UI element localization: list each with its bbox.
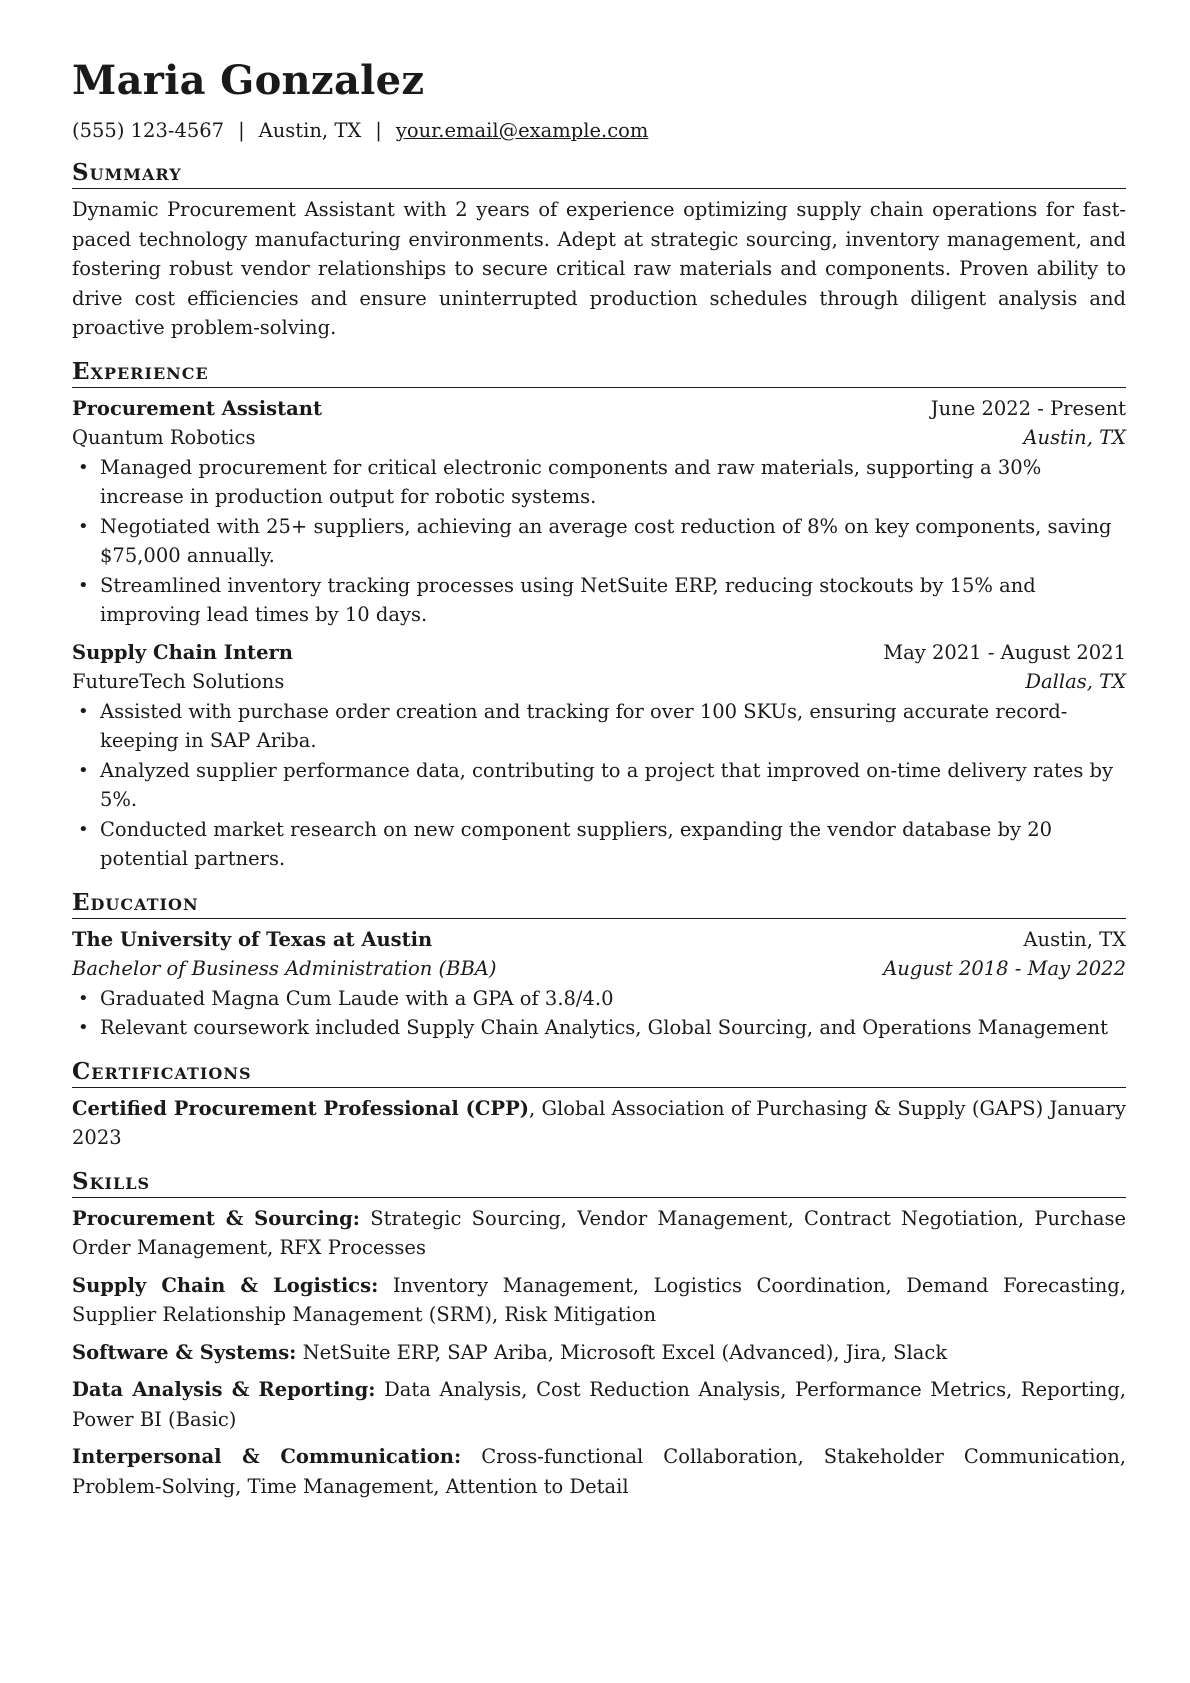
skills-section <box>72 1167 1126 1502</box>
section-title-education: Education <box>72 888 1126 919</box>
contact-phone: (555) 123-4567 <box>72 119 225 142</box>
bullet-item <box>72 984 1126 1014</box>
bullet-text: Relevant coursework included Supply Chain Analytics, Global Sourcing, and Operations Management <box>100 1016 1108 1039</box>
skill-group <box>72 1442 1126 1501</box>
section-title-certifications: Certifications <box>72 1057 1126 1088</box>
section-title-skills: Skills <box>72 1167 1126 1198</box>
bullet-text: Graduated Magna Cum Laude with a GPA of 3.8/4.0 <box>100 986 614 1010</box>
bullet-icon: • <box>78 1017 89 1038</box>
education-header-row <box>72 925 1126 955</box>
bullet-icon: • <box>78 515 89 537</box>
school-name: The University of Texas at Austin <box>72 927 433 951</box>
contact-location: Austin, TX <box>258 119 362 142</box>
job-dates: June 2022 - Present <box>930 396 1126 420</box>
contact-line <box>72 118 1126 144</box>
bullet-text: Negotiated with 25+ suppliers, achieving an average cost reduction of 8% on key components, saving $75,000 annually. <box>100 514 1112 567</box>
education-bullets <box>72 984 1126 1043</box>
job-dates: May 2021 - August 2021 <box>883 640 1126 664</box>
job-bullets <box>72 697 1126 874</box>
bullet-icon: • <box>78 818 89 840</box>
certification-name: Certified Procurement Professional (CPP) <box>72 1096 529 1120</box>
resume-page <box>72 58 1126 1509</box>
bullet-icon: • <box>78 574 89 596</box>
job-header-row <box>72 638 1126 668</box>
skill-items: Strategic Sourcing, Vendor Management, Contract Negotiation, Purchase Order Management, RFX Processes <box>72 1206 1126 1259</box>
bullet-item <box>72 571 1126 630</box>
school-location: Austin, TX <box>1023 927 1126 951</box>
bullet-text: Managed procurement for critical electronic components and raw materials, supporting a 30% increase in production output for robotic systems. <box>100 455 1042 508</box>
summary-text: Dynamic Procurement Assistant with 2 years of experience optimizing supply chain operations for fast-paced technology manufacturing environments. Adept at strategic sourcing, inventory management, and fostering robust vendor relationships to secure critical raw materials and components. Proven ability to drive cost efficiencies and ensure uninterrupted production schedules through diligent analysis and proactive problem-solving. <box>72 198 1126 339</box>
skill-items: Data Analysis, Cost Reduction Analysis, Performance Metrics, Reporting, Power BI (Basic) <box>72 1378 1127 1431</box>
skill-items: Inventory Management, Logistics Coordination, Demand Forecasting, Supplier Relationship Management (SRM), Risk Mitigation <box>72 1273 1126 1326</box>
bullet-icon: • <box>78 987 89 1009</box>
certification-detail: , Global Association of Purchasing & Supply (GAPS) January 2023 <box>72 1096 1126 1149</box>
job-company-row <box>72 423 1126 453</box>
section-title-summary: Summary <box>72 158 1126 189</box>
job-company-row <box>72 667 1126 697</box>
job-company: Quantum Robotics <box>72 426 256 449</box>
summary-section <box>72 158 1126 343</box>
bullet-item <box>72 453 1126 512</box>
skill-group <box>72 1375 1126 1434</box>
bullet-item <box>72 697 1126 756</box>
skill-label: Data Analysis & Reporting: <box>72 1378 376 1401</box>
bullet-text: Analyzed supplier performance data, contributing to a project that improved on-time delivery rates by 5%. <box>100 758 1114 811</box>
skill-group <box>72 1271 1126 1330</box>
skill-items: Cross-functional Collaboration, Stakeholder Communication, Problem-Solving, Time Management, Attention to Detail <box>72 1445 1126 1498</box>
skill-items: NetSuite ERP, SAP Ariba, Microsoft Excel (Advanced), Jira, Slack <box>302 1340 948 1364</box>
certification-item <box>72 1094 1126 1153</box>
section-title-experience: Experience <box>72 357 1126 388</box>
skill-label: Supply Chain & Logistics: <box>72 1273 379 1297</box>
candidate-name: Maria Gonzalez <box>72 57 425 104</box>
skill-label: Interpersonal & Communication: <box>72 1445 462 1468</box>
education-entry <box>72 925 1126 1043</box>
bullet-item <box>72 815 1126 874</box>
bullet-icon: • <box>78 759 89 781</box>
education-section <box>72 888 1126 1043</box>
job-role: Supply Chain Intern <box>72 640 293 664</box>
bullet-item <box>72 1013 1126 1043</box>
job-header-row <box>72 394 1126 424</box>
job-company: FutureTech Solutions <box>72 670 285 693</box>
contact-separator: | <box>375 119 382 142</box>
bullet-text: Streamlined inventory tracking processes using NetSuite ERP, reducing stockouts by 15% and improving lead times by 10 days. <box>100 573 1036 626</box>
skill-group <box>72 1204 1126 1263</box>
contact-separator: | <box>238 119 245 142</box>
skill-label: Software & Systems: <box>72 1340 297 1364</box>
education-dates: August 2018 - May 2022 <box>883 957 1126 980</box>
contact-email-link[interactable]: your.email@example.com <box>395 119 649 142</box>
bullet-icon: • <box>78 700 89 722</box>
certifications-section <box>72 1057 1126 1153</box>
skill-label: Procurement & Sourcing: <box>72 1206 360 1230</box>
experience-section <box>72 357 1126 874</box>
job-role: Procurement Assistant <box>72 396 322 420</box>
degree-name: Bachelor of Business Administration (BBA) <box>72 957 497 980</box>
job-bullets <box>72 453 1126 630</box>
bullet-icon: • <box>78 456 89 478</box>
bullet-text: Conducted market research on new component suppliers, expanding the vendor database by 20 potential partners. <box>100 817 1053 870</box>
education-degree-row <box>72 954 1126 984</box>
job-entry <box>72 394 1126 630</box>
job-location: Austin, TX <box>1023 426 1126 449</box>
bullet-item <box>72 512 1126 571</box>
bullet-text: Assisted with purchase order creation and tracking for over 100 SKUs, ensuring accurate record-keeping in SAP Ariba. <box>100 699 1068 752</box>
job-location: Dallas, TX <box>1025 670 1126 693</box>
job-entry <box>72 638 1126 874</box>
skill-group <box>72 1338 1126 1368</box>
bullet-item <box>72 756 1126 815</box>
